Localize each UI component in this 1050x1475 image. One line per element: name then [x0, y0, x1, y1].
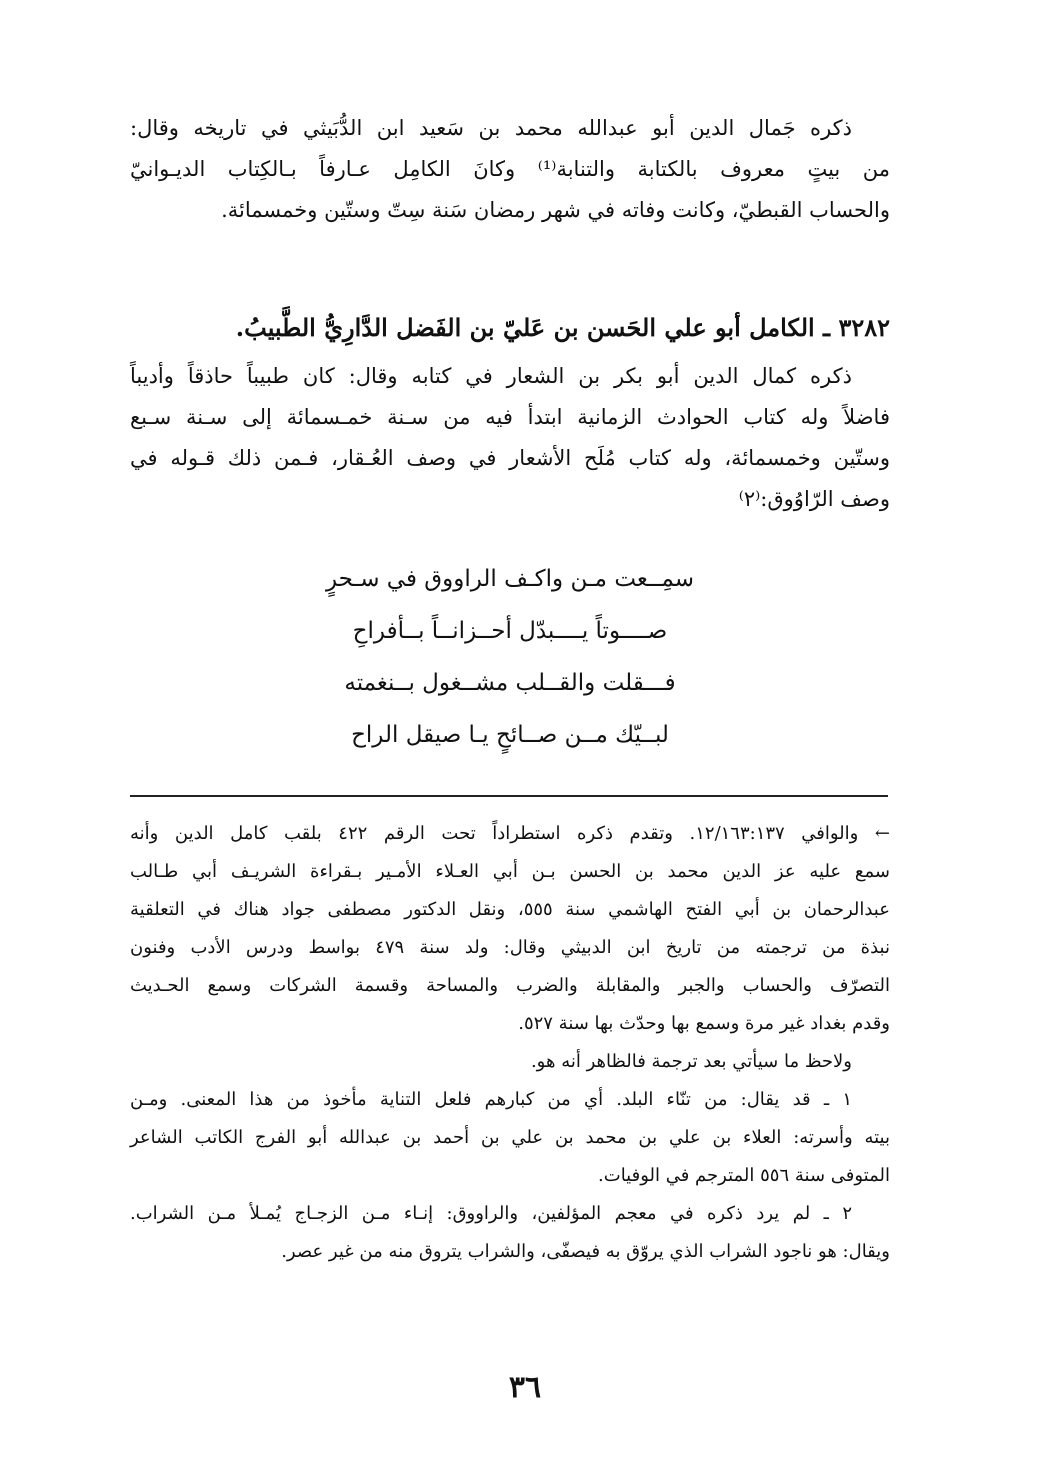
poem-line: فـــقلت والقــلب مشــغول بــنغمته — [344, 670, 676, 696]
text-line: ذكره كمال الدين أبو بكر بن الشعار في كتابه وقال: كان طبيباً حاذقاً وأديباً — [130, 364, 852, 388]
text-line: وصف الرّاوُوق:⁽٢⁾ — [738, 487, 890, 511]
footnote-line: نبذة من ترجمته من تاريخ ابن الدبيثي وقال: ولد سنة ٤٧٩ بواسط ودرس الأدب وفنون — [130, 937, 890, 958]
footnotes — [130, 815, 890, 1271]
text-line: من بيتٍ معروف بالكتابة والتنابة⁽¹⁾ وكانَ الكامِل عـارفاً بـالكِتاب الديـوانيّ — [130, 157, 890, 181]
footnote-line: ٢ ـ لم يرد ذكره في معجم المؤلفين، والراووق: إنـاء مـن الزجـاج يُمـلأ مـن الشراب. — [130, 1203, 852, 1224]
footnote-line: عبدالرحمان بن أبي الفتح الهاشمي سنة ٥٥٥، ونقل الدكتور مصطفى جواد هناك في التعلقية — [130, 899, 890, 920]
footnote-line: المتوفى سنة ٥٥٦ المترجم في الوفيات. — [598, 1165, 890, 1186]
footnote-line: سمع عليه عز الدين محمد بن الحسن بـن أبي العـلاء الأمـير بـقراءة الشريـف أبي طـالب — [130, 861, 890, 882]
text-line: وستّين وخمسمائة، وله كتاب مُلَح الأشعار في وصف العُـقار، فـمن ذلك قـوله في — [130, 446, 890, 470]
poem-line: سمِــعت مـن واكـف الراووق في سـحرٍ — [325, 566, 695, 592]
poem-line: صــــوتاً يــــبدّل أحــزانــاً بــأفراحِ — [352, 618, 668, 644]
footnote-line: ويقال: هو ناجود الشراب الذي يروّق به فيصفّى، والشراب يتروق منه من غير عصر. — [281, 1241, 890, 1262]
footnote-line: ولاحظ ما سيأتي بعد ترجمة فالظاهر أنه هو. — [530, 1051, 852, 1072]
entry-heading: ٣٢٨٢ ـ الكامل أبو علي الحَسن بن عَليّ بن الفَضل الدَّارِيُّ الطَّبيبُ. — [235, 313, 890, 342]
entry-heading-block — [130, 307, 890, 348]
text-line: والحساب القبطيّ، وكانت وفاته في شهر رمضان سَنة سِتّ وستّين وخمسمائة. — [221, 198, 890, 222]
footnote-line: وقدم بغداد غير مرة وسمع بها وحدّث بها سنة ٥٢٧. — [518, 1013, 890, 1034]
footnote-divider — [130, 795, 888, 797]
footnote-line: التصرّف والحساب والجبر والمقابلة والضرب والمساحة وقسمة الشركات وسمع الحـديث — [130, 975, 890, 996]
footnote-line: ١ ـ قد يقال: من تنّاء البلد. أي من كبارهم فلعل التناية مأخوذ من هذا المعنى. ومـن — [130, 1089, 852, 1110]
text-line: ذكره جَمال الدين أبو عبدالله محمد بن سَعيد ابن الدُّبَيثي في تاريخه وقال: — [130, 116, 852, 140]
poem-line: لبــيّك مــن صــائحٍ يـا صيقل الراح — [351, 722, 669, 748]
entry-continuation — [130, 108, 890, 231]
footnote-line: بيته وأسرته: العلاء بن علي بن محمد بن علي بن أحمد بن عبدالله أبو الفرج الكاتب الشاعر — [130, 1127, 890, 1148]
entry-body — [130, 356, 890, 520]
text-line: فاضلاً وله كتاب الحوادث الزمانية ابتدأ فيه من سـنة خمـسمائة إلى سـنة سـبع — [130, 405, 890, 429]
footnote-line: ← والوافي ١٢/١٦٣:١٣٧. وتقدم ذكره استطراداً تحت الرقم ٤٢٢ بلقب كامل الدين وأنه — [130, 823, 890, 844]
poem — [310, 553, 710, 761]
page-number: ٣٦ — [508, 1370, 542, 1405]
